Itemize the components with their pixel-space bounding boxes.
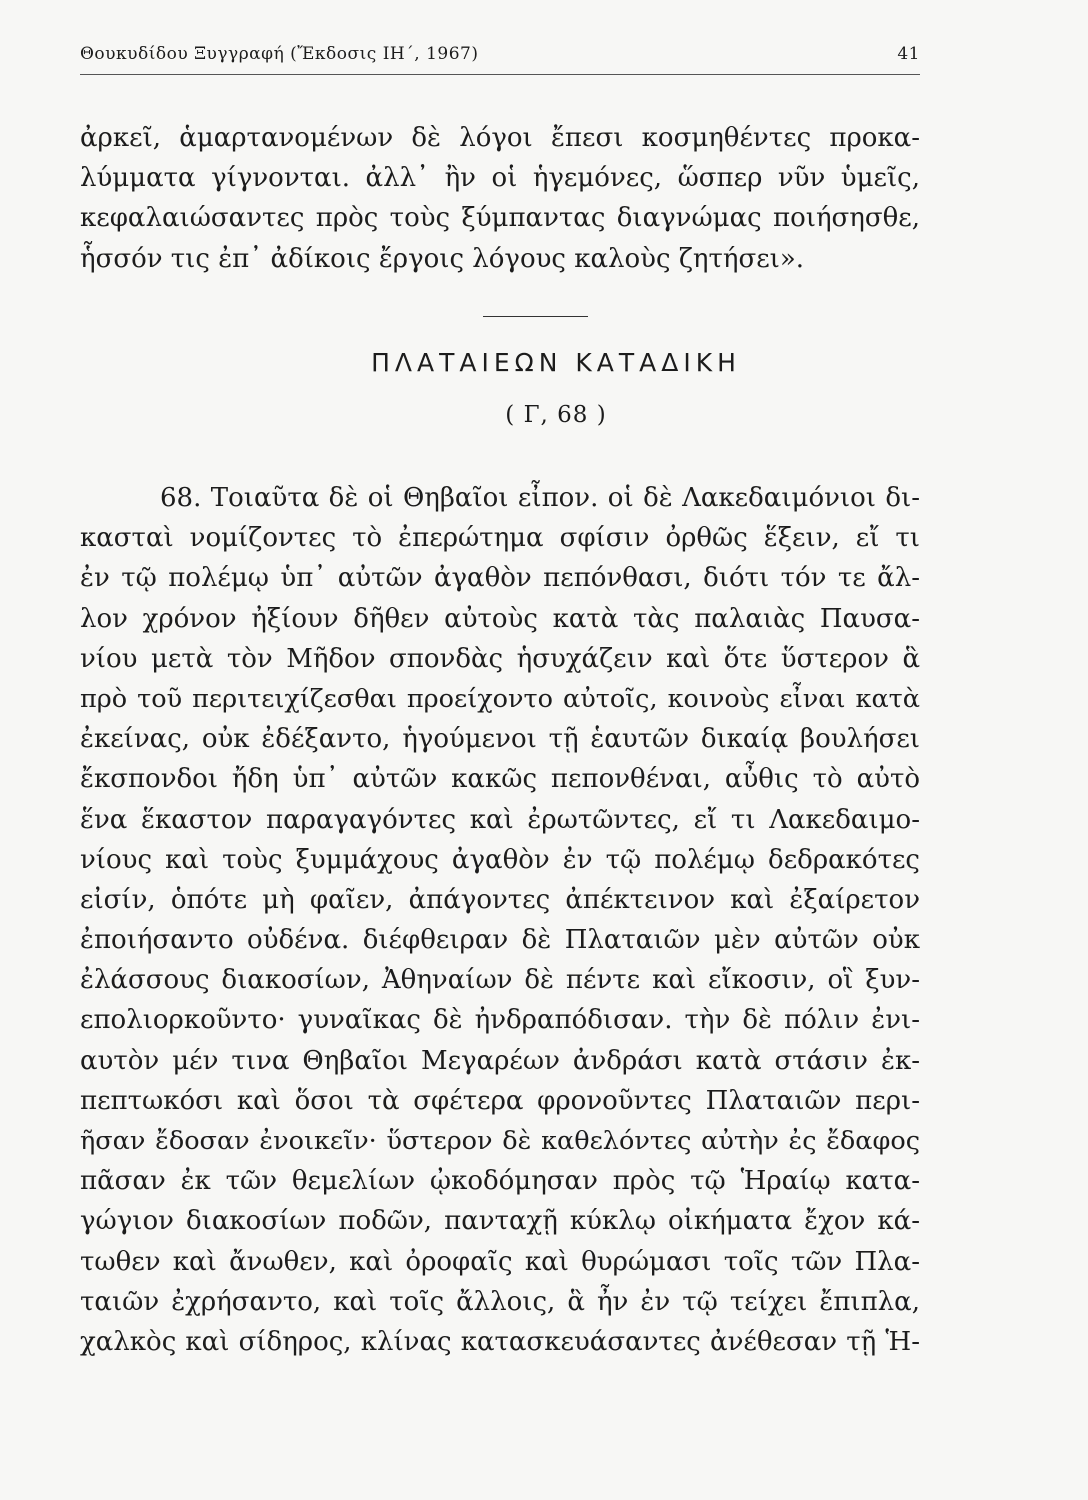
text-line: νίου μετὰ τὸν Μῆδον σπονδὰς ἡσυχάζειν καὶ ὅτε ὕστερον ἃ <box>80 643 920 674</box>
text-line: κασταὶ νομίζοντες τὸ ἐπερώτημα σφίσιν ὀρθῶς ἕξειν, εἴ τι <box>80 523 920 554</box>
text-line: ἀρκεῖ, ἁμαρτανομένων δὲ λόγοι ἔπεσι κοσμηθέντες προκα- <box>80 123 920 153</box>
text-line: πεπτωκόσι καὶ ὅσοι τὰ σφέτερα φρονοῦντες Πλαταιῶν περι- <box>80 1085 920 1116</box>
text-line: ταιῶν ἐχρήσαντο, καὶ τοῖς ἄλλοις, ἃ ἦν ἐν τῷ τείχει ἔπιπλα, <box>80 1286 920 1317</box>
text-line: κεφαλαιώσαντες πρὸς τοὺς ξύμπαντας διαγνώμας ποιήσησθε, <box>80 203 920 234</box>
text-line: νίους καὶ τοὺς ξυμμάχους ἀγαθὸν ἐν τῷ πολέμῳ δεδρακότες <box>80 844 920 875</box>
text-line: ἐποιήσαντο οὐδένα. διέφθειραν δὲ Πλαταιῶν μὲν αὐτῶν οὐκ <box>80 925 920 956</box>
text-line: ῆσαν ἔδοσαν ἐνοικεῖν· ὕστερον δὲ καθελόντες αὐτὴν ἐς ἔδαφος <box>80 1126 920 1156</box>
section-title: ΠΛΑΤΑΙΕΩΝ ΚΑΤΑΔΙΚΗ <box>371 348 741 377</box>
text-line: 68. Τοιαῦτα δὲ οἱ Θηβαῖοι εἶπον. οἱ δὲ Λακεδαιμόνιοι δι- <box>160 483 920 513</box>
text-line: ἐκείνας, οὐκ ἐδέξαντο, ἡγούμενοι τῇ ἑαυτῶν δικαίᾳ βουλήσει <box>80 724 920 755</box>
text-line: τωθεν καὶ ἄνωθεν, καὶ ὀροφαῖς καὶ θυρώμασι τοῖς τῶν Πλα- <box>80 1246 920 1277</box>
text-line: επολιορκοῦντο· γυναῖκας δὲ ἠνδραπόδισαν. τὴν δὲ πόλιν ἐνι- <box>80 1005 920 1036</box>
section-reference: ( Γ, 68 ) <box>505 402 607 428</box>
text-line: ἔκσπονδοι ἤδη ὑπ᾽ αὐτῶν κακῶς πεπονθέναι, αὖθις τὸ αὐτὸ <box>80 764 920 795</box>
text-line: ἐλάσσους διακοσίων, Ἀθηναίων δὲ πέντε καὶ εἴκοσιν, οἳ ξυν- <box>80 965 920 996</box>
text-line: ἐν τῷ πολέμῳ ὑπ᾽ αὐτῶν ἀγαθὸν πεπόνθασι, διότι τόν τε ἄλ- <box>80 563 920 594</box>
text-line: λον χρόνον ἠξίουν δῆθεν αὐτοὺς κατὰ τὰς παλαιὰς Παυσα- <box>80 603 920 634</box>
text-block-preceding <box>80 118 920 279</box>
page-number: 41 <box>897 44 920 64</box>
text-block-chapter-68 <box>80 478 920 1362</box>
text-line: πρὸ τοῦ περιτειχίζεσθαι προείχοντο αὐτοῖς, κοινοὺς εἶναι κατὰ <box>80 683 920 714</box>
running-header-title: Θουκυδίδου Ξυγγραφή (Ἔκδοσις ΙΗ΄, 1967) <box>80 44 479 64</box>
text-line: χαλκὸς καὶ σίδηρος, κλίνας κατασκευάσαντες ἀνέθεσαν τῇ Ἡ- <box>80 1326 920 1357</box>
header-rule <box>80 74 920 75</box>
text-line: εἰσίν, ὁπότε μὴ φαῖεν, ἀπάγοντες ἀπέκτεινον καὶ ἐξαίρετον <box>80 884 920 915</box>
section-separator-rule <box>483 316 588 317</box>
text-line: ἧσσόν τις ἐπ᾽ ἀδίκοις ἔργοις λόγους καλοὺς ζητήσει». <box>80 243 805 274</box>
running-header <box>80 44 920 74</box>
text-line: ἕνα ἕκαστον παραγαγόντες καὶ ἐρωτῶντες, εἴ τι Λακεδαιμο- <box>80 804 920 835</box>
text-line: πᾶσαν ἐκ τῶν θεμελίων ᾠκοδόμησαν πρὸς τῷ Ἡραίῳ κατα- <box>80 1166 920 1197</box>
text-line: γώγιον διακοσίων ποδῶν, πανταχῇ κύκλῳ οἰκήματα ἔχον κά- <box>80 1206 920 1237</box>
text-line: λύμματα γίγνονται. ἀλλ᾽ ἢν οἱ ἡγεμόνες, ὥσπερ νῦν ὑμεῖς, <box>80 163 920 194</box>
text-line: αυτὸν μέν τινα Θηβαῖοι Μεγαρέων ἀνδράσι κατὰ στάσιν ἐκ- <box>80 1045 920 1076</box>
